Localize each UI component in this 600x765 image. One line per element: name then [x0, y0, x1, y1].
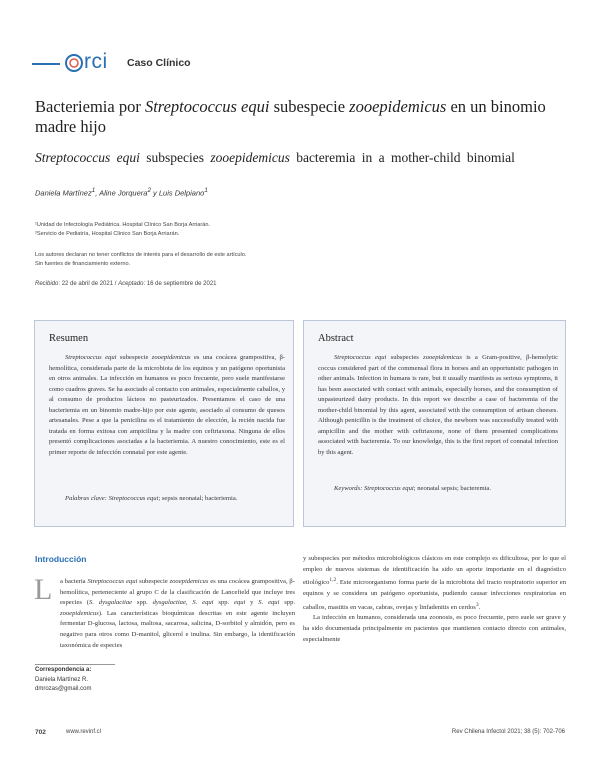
abstract-body: Streptococcus equi subspecies zooepidemicus is a Gram-positive, β-hemolytic coccus considered part of the commensal flora in horses and an opportunistic pathogen in other animals. Infection in humans is rare, but it usually manifests as serious symptoms, it has been associated with contact with animals, especially horses, and the consumption of unpasteurized dairy products. In this report we describe a case of bacteremia of the mother-child binomial by this agent, associated with the consumption of artisan cheeses. Although penicillin is the treatment of choice, the newborn was successfully treated with ampicillin and the mother with ceftriaxone, none of them presented complications associated with bacteremia. To our knowledge, this is the first report of connatal infection by this agent. — [318, 354, 559, 456]
intro-paragraph-1: a bacteria Streptococcus equi subespecie zooepidemicus es una cocácea grampositiva, β-hemolítica, perteneciente al grupo C de la clasificación de Lancefield que incluye tres especies (S. dysgalactiae spp. dysgalactiae, S. equi spp. equi y S. equi spp. zooepidemicus). Las características bioquímicas descritas en este agente incluyen fermentar D-glucosa, lactosa, maltosa, sacarosa, salicina, D-sorbitol y almidón, pero es negativo para otros como D-manitol, glicerol e inulina. Sin embargo, la identificación taxonómica de especies — [60, 578, 295, 649]
journal-url[interactable]: www.revinf.cl — [66, 729, 102, 735]
introduction-heading: Introducción — [35, 554, 87, 564]
journal-citation: Rev Chilena Infectol 2021; 38 (5): 702-706 — [451, 729, 565, 735]
author-list: Daniela Martínez$^1$, Aline Jorquera$^2$ y Luis Delpiano$^1$ — [35, 187, 208, 198]
article-title-en: Streptococcus equi subspecies zooepidemicus bacteremia in a mother-child binomial — [35, 150, 515, 165]
disclosure-conflicts: Los autores declaran no tener conflictos de interés para el desarrollo de este artículo. — [35, 252, 247, 258]
correspondence-email[interactable]: dmrozas@gmail.com — [35, 686, 92, 692]
header-rule — [32, 63, 60, 65]
resumen-heading: Resumen — [49, 333, 89, 344]
logo-swirl-icon — [63, 52, 85, 74]
correspondence-rule — [35, 664, 115, 665]
drop-cap: L — [34, 573, 53, 606]
logo-text: rci — [84, 50, 108, 73]
page-number: 702 — [35, 729, 46, 736]
journal-header — [32, 48, 572, 78]
affiliation-1: ¹Unidad de Infectología Pediátrica. Hospital Clínico San Borja Arriarán. — [35, 222, 211, 228]
abstract-keywords: Keywords: Streptococcus equi; neonatal sepsis; bacteremia. — [334, 485, 491, 492]
disclosure-funding: Sin fuentes de financiamiento externo. — [35, 261, 131, 267]
intro-paragraph-2: La infección en humanos, considerada una zoonosis, es poco frecuente, pero suele ser grave y ha sido documentada principalmente en pacientes que mantienen contacto directo con animales, especialmente — [303, 614, 566, 643]
correspondence-block: Correspondencia a: Daniela Martínez R. dmrozas@gmail.com — [35, 667, 92, 692]
article-title-es: Bacteriemia por Streptococcus equi subespecie zooepidemicus en un binomio madre hijo — [35, 97, 546, 136]
intro-paragraph-right: y subespecies por métodos microbiológicos clásicos en este complejo es dificultosa, por lo que el empleo de nuevos sistemas de identificación ha sido un aporte importante en el diagnóstico etiológico$^{1,2}$. Este microorganismo forma parte de la microbiota del tracto respiratorio superior en equinos y se considera un patógeno oportunista, pudiendo causar infecciones respiratorias en caballos, mastitis en vacas, cabras, ovejas y linfadenitis en cerdos$^3$. La infección en humanos, considerada una zoonosis, es poco frecuente, pero suele ser grave y ha sido documentada principalmente en pacientes que mantienen contacto directo con animales, especialmente — [303, 554, 566, 645]
received-dates: Recibido: 22 de abril de 2021 / Aceptado: 16 de septiembre de 2021 — [35, 281, 217, 287]
abstract-box — [303, 320, 566, 527]
section-label: Caso Clínico — [127, 57, 191, 69]
resumen-box — [34, 320, 294, 527]
abstract-heading: Abstract — [318, 333, 354, 344]
affiliation-2: ²Servicio de Pediatría, Hospital Clínico San Borja Arriarán. — [35, 231, 180, 237]
resumen-keywords: Palabras clave: Streptococcus equi; sepsis neonatal; bacteriemia. — [65, 495, 238, 502]
resumen-body: Streptococcus equi subespecie zooepidemicus es una cocácea grampositiva, β-hemolítica, considerada parte de la microbiota de los equinos y un patógeno oportunista en otros animales. La infección en humanos es poco frecuente, pero suele manifestarse como cuadros graves. Se ha asociado al contacto con animales, especialmente caballos, y al consumo de productos lácteos no pasteurizados. Presentamos el caso de una bacteriemia en un binomio madre-hijo por este agente, asociado al consumo de quesos artesanales. Pese a que la penicilina es el tratamiento de elección, la recién nacida fue tratada en forma exitosa con ampicilina y la madre con ceftriaxona. Ninguna de ellos presentó complicaciones asociadas a la bacteriemia. A nuestro conocimiento, este es el primer reporte de infección connatal por este agente. — [49, 354, 285, 456]
